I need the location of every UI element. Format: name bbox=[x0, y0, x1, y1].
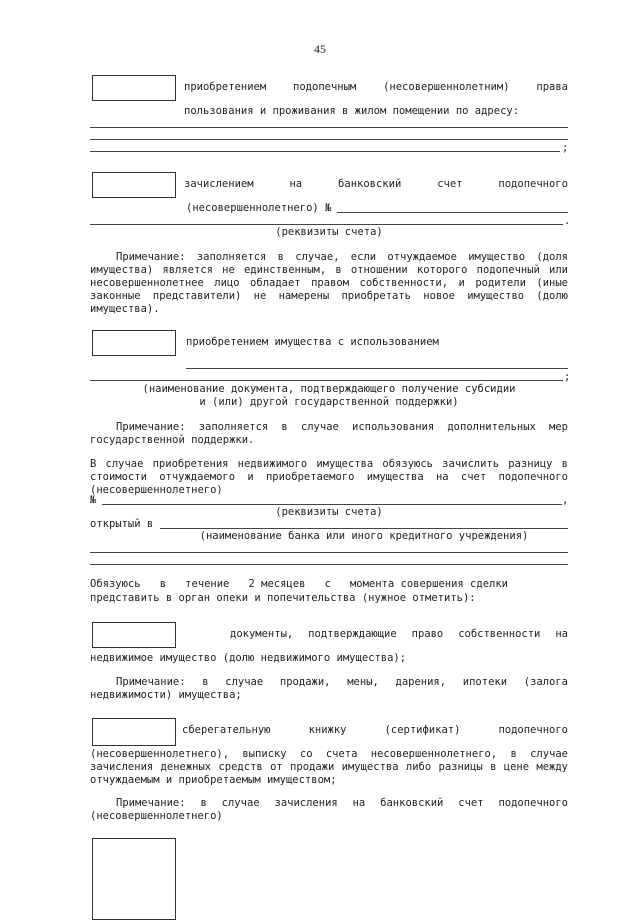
s1-line1: приобретением подопечным (несовершеннолетним) права bbox=[184, 81, 568, 93]
obligation-account-caption: (реквизиты счета) bbox=[275, 506, 383, 518]
obligation-account-line[interactable] bbox=[102, 504, 562, 505]
s2-caption: (реквизиты счета) bbox=[275, 226, 383, 238]
s3-end-mark: ; bbox=[564, 371, 571, 383]
page-number: 45 bbox=[314, 42, 326, 56]
checkbox-bank-account[interactable] bbox=[92, 172, 176, 198]
checkbox-ownership-documents[interactable] bbox=[92, 622, 176, 648]
obligation-comma: , bbox=[562, 494, 569, 506]
note2-paragraph: Примечание: заполняется в случае использования дополнительных мер государственной поддержки. bbox=[90, 421, 568, 446]
bank-extra-line-2[interactable] bbox=[90, 564, 568, 565]
obligation-opened-in: открытый в bbox=[90, 518, 154, 530]
obligation-paragraph: В случае приобретения недвижимого имущества обязуюсь зачислить разницу в стоимости отчуждаемого и приобретаемого имущества на счет подопечного (несовершеннолетнего) bbox=[90, 458, 568, 496]
opt2-line1: сберегательную книжку (сертификат) подопечного bbox=[182, 724, 568, 736]
s2-end-mark: . bbox=[564, 215, 571, 227]
note1-paragraph: Примечание: заполняется в случае, если отчуждаемое имущество (доля имущества) является не единственным, в отношении которого подопечный или несовершеннолетнее лицо обладает правом собственности, и родители (иные законные представители) не намерены приобретать новое имущество (долю имущества). bbox=[90, 251, 568, 315]
account-number-line[interactable] bbox=[337, 212, 568, 213]
bank-name-line[interactable] bbox=[160, 528, 568, 529]
subsidy-line-2[interactable] bbox=[90, 380, 563, 381]
obligation-no-sign: № bbox=[90, 494, 97, 506]
checkbox-acquisition-rights[interactable] bbox=[92, 75, 176, 101]
s3-line1: приобретением имущества с использованием bbox=[186, 336, 439, 348]
address-line-2[interactable] bbox=[90, 139, 568, 140]
note4-paragraph: Примечание: в случае зачисления на банковский счет подопечного (несовершеннолетнего) bbox=[90, 797, 568, 822]
bank-extra-line-1[interactable] bbox=[90, 552, 568, 553]
s2-line2: (несовершеннолетнего) № bbox=[186, 202, 332, 214]
note3-paragraph: Примечание: в случае продажи, мены, дарения, ипотеки (залога недвижимости) имущества; bbox=[90, 676, 568, 701]
subsidy-line-1[interactable] bbox=[186, 368, 568, 369]
commit-line1: Обязуюсь в течение 2 месяцев с момента совершения сделки bbox=[90, 578, 508, 590]
opt1-line1: документы, подтверждающие право собственности на bbox=[230, 628, 568, 640]
s2-line1: зачислением на банковский счет подопечного bbox=[184, 178, 568, 190]
s3-caption-1: (наименование документа, подтверждающего получение субсидии bbox=[142, 383, 516, 395]
obligation-bank-caption: (наименование банка или иного кредитного учреждения) bbox=[199, 530, 529, 542]
s3-caption-2: и (или) другой государственной поддержки) bbox=[199, 396, 459, 408]
account-details-line[interactable] bbox=[90, 224, 563, 225]
address-line-3[interactable] bbox=[90, 151, 560, 152]
checkbox-subsidy[interactable] bbox=[92, 330, 176, 356]
s1-line2: пользования и проживания в жилом помещении по адресу: bbox=[184, 105, 520, 117]
commit-line2: представить в орган опеки и попечительства (нужное отметить): bbox=[90, 592, 476, 604]
opt1-line2: недвижимое имущество (долю недвижимого имущества); bbox=[90, 652, 407, 664]
opt2-paragraph: (несовершеннолетнего), выписку со счета несовершеннолетнего, в случае зачисления денежных средств от продажи имущества либо разницы в цене между отчуждаемым и приобретаемым имуществом; bbox=[90, 748, 568, 786]
address-line-1[interactable] bbox=[90, 127, 568, 128]
s1-end-mark: ; bbox=[562, 142, 569, 154]
checkbox-next-option[interactable] bbox=[92, 838, 176, 920]
checkbox-savings-book[interactable] bbox=[92, 718, 176, 746]
